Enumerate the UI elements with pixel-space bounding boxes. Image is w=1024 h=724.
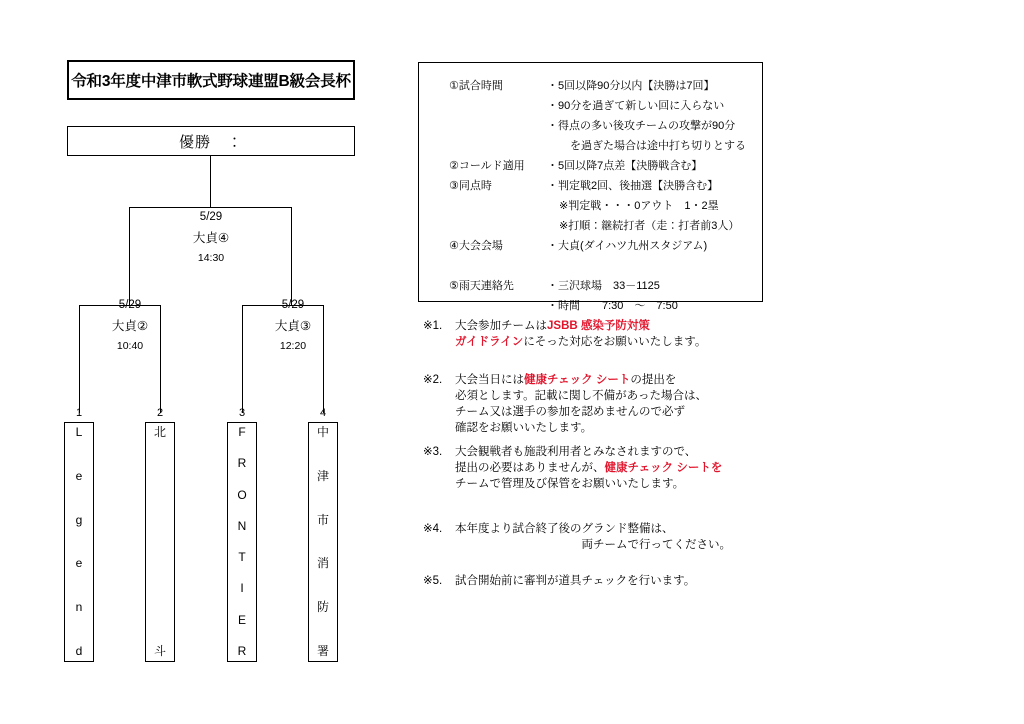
rule-label: ⑤雨天連絡先: [449, 280, 514, 292]
rule-value: ・5回以降90分以内【決勝は7回】: [547, 80, 715, 92]
note-text: にそった対応をお願いいたします。: [523, 336, 707, 348]
note-text: 大会観戦者も施設利用者とみなされますので、: [455, 446, 697, 458]
note-line: [455, 334, 706, 350]
note-line: [455, 372, 707, 388]
rule-value: ・三沢球場 33－1125: [547, 280, 660, 292]
rule-label: ④大会会場: [449, 240, 503, 252]
match-final-time: 14:30: [197, 252, 225, 264]
team-name-char: 市: [316, 512, 329, 527]
note-number: ※3.: [423, 446, 443, 458]
team-name-char: 防: [316, 600, 329, 615]
bracket-stem-semifinal-left: [129, 207, 130, 305]
match-final-date: 5/29: [199, 211, 223, 223]
rule-subnote: ※判定戦・・・0アウト 1・2塁: [559, 200, 719, 212]
rule-value: ・5回以降7点差【決勝戦含む】: [547, 160, 703, 172]
team-name-char: d: [75, 643, 83, 658]
note-text: チーム又は選手の参加を認めませんので必ず: [455, 406, 685, 418]
note-line: [455, 420, 707, 436]
note-body: [455, 573, 695, 589]
rule-label: ①試合時間: [449, 80, 503, 92]
team-name-char: R: [237, 643, 247, 658]
team-name-char: E: [237, 612, 246, 627]
note-body: [455, 372, 707, 436]
rule-value: ・得点の多い後攻チームの攻撃が90分: [547, 120, 736, 132]
rule-subnote: を過ぎた場合は途中打ち切りとする: [559, 140, 746, 152]
team-name-char: g: [75, 512, 83, 527]
note-body: [455, 444, 722, 492]
team-name-char: R: [237, 456, 247, 471]
note-number: ※4.: [423, 523, 443, 535]
note-text: 本年度より試合終了後のグランド整備は、: [455, 523, 674, 535]
team-seed-number: 4: [319, 407, 327, 419]
note-line: [455, 460, 722, 476]
note-line: [455, 521, 731, 537]
team-name-char: e: [75, 468, 83, 483]
note-line: [455, 476, 722, 492]
rule-label: ②コールド適用: [449, 160, 525, 172]
note-text: 両チームで行ってください。: [455, 539, 731, 551]
note-number: ※2.: [423, 374, 443, 386]
team-seed-number: 2: [156, 407, 164, 419]
note-text: 大会参加チームは: [455, 320, 547, 332]
team-name-char: O: [237, 487, 247, 502]
note-line: [455, 537, 731, 553]
team-name-char: 津: [316, 468, 329, 483]
bracket-bar-final: [129, 207, 292, 208]
team-name-char: 北: [153, 425, 166, 439]
note-highlight-text: 健康チェック シートを: [604, 462, 723, 474]
document-title-box: [67, 60, 355, 100]
champion-box: [67, 126, 355, 156]
note-number: ※1.: [423, 320, 443, 332]
match-semifinal-1-time: 10:40: [116, 340, 144, 352]
match-semifinal-1: [79, 300, 181, 352]
note-line: [455, 573, 695, 589]
match-semifinal-2-place: 大貞③: [274, 318, 312, 333]
note-body: [455, 318, 706, 350]
note-text: 大会当日には: [455, 374, 524, 386]
team-box: [64, 422, 94, 662]
note-highlight-text: ガイドライン: [455, 336, 524, 348]
team-box: [145, 422, 175, 662]
team-name-char: 署: [316, 643, 329, 658]
note-highlight-text: JSBB 感染予防対策: [547, 320, 650, 332]
team-name-char: n: [75, 600, 83, 615]
team-name-char: e: [75, 556, 83, 571]
rule-value: ・時間 7:30 ～ 7:50: [547, 300, 678, 312]
team-name-char: F: [238, 425, 246, 439]
match-final-place: 大貞④: [192, 230, 230, 245]
note-number: ※5.: [423, 575, 443, 587]
page-title: 令和3年度中津市軟式野球連盟B級会長杯: [71, 73, 351, 90]
note-text: の提出を: [630, 374, 677, 386]
rule-value: ・大貞(ダイハツ九州スタジアム): [547, 240, 708, 252]
team-box: [227, 422, 257, 662]
team-name-char: L: [75, 425, 83, 439]
team-seed-number: 3: [238, 407, 246, 419]
team-name-char: 中: [316, 425, 329, 439]
note-line: [455, 318, 706, 334]
note-highlight-text: 健康チェック シート: [524, 374, 631, 386]
match-semifinal-2-date: 5/29: [281, 299, 305, 311]
note-text: チームで管理及び保管をお願いいたします。: [455, 478, 685, 490]
note-text: 提出の必要はありませんが、: [455, 462, 605, 474]
note-line: [455, 404, 707, 420]
note-body: [455, 521, 731, 553]
match-semifinal-1-date: 5/29: [118, 299, 142, 311]
note-line: [455, 444, 722, 460]
team-name-char: 消: [316, 556, 329, 571]
note-text: 確認をお願いいたします。: [455, 422, 593, 434]
team-name-char: T: [238, 550, 246, 565]
note-text: 必須とします。記載に関し不備があった場合は、: [455, 390, 707, 402]
match-semifinal-2: [242, 300, 344, 352]
match-final: [160, 212, 262, 264]
champion-label: 優勝 ：: [178, 133, 243, 151]
bracket-stem-champion: [210, 156, 211, 207]
rules-box: [418, 62, 763, 312]
team-seed-number: 1: [75, 407, 83, 419]
team-name-char: 斗: [153, 644, 166, 658]
match-semifinal-2-time: 12:20: [279, 340, 307, 352]
match-semifinal-1-place: 大貞②: [111, 318, 149, 333]
team-name-char: I: [240, 581, 244, 596]
rule-value: ・判定戦2回、後抽選【決勝含む】: [547, 180, 719, 192]
rule-subnote: ※打順：継続打者（走：打者前3人）: [559, 220, 740, 232]
note-line: [455, 388, 707, 404]
team-box: [308, 422, 338, 662]
rule-label: ③同点時: [449, 180, 492, 192]
note-text: 試合開始前に審判が道具チェックを行います。: [455, 575, 696, 587]
rule-value: ・90分を過ぎて新しい回に入らない: [547, 100, 725, 112]
bracket-stem-semifinal-right: [291, 207, 292, 305]
team-name-char: N: [237, 518, 247, 533]
